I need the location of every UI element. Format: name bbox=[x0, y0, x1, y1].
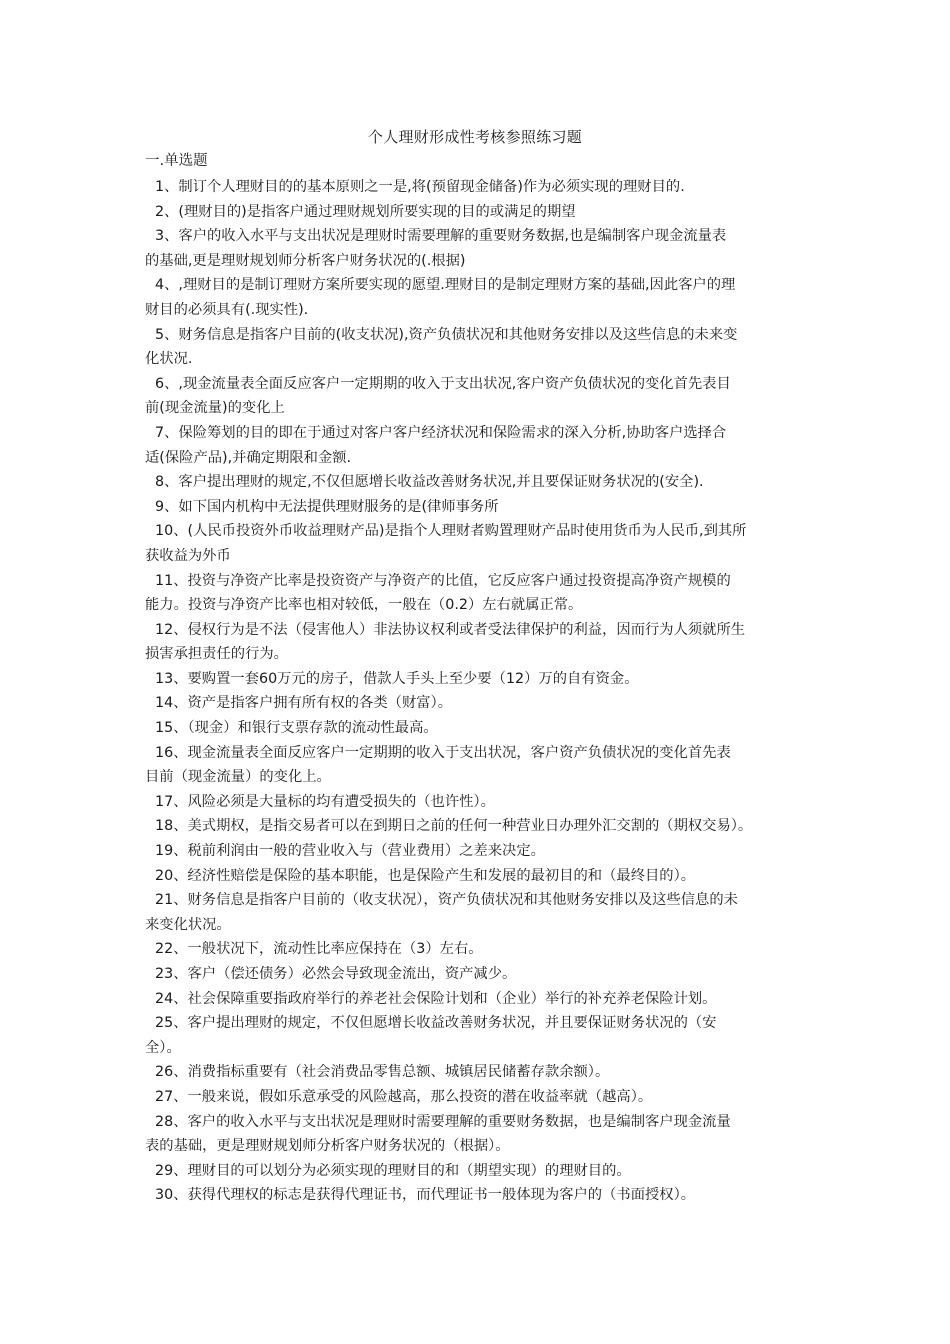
question-number: 14 bbox=[155, 695, 174, 712]
question-text: 、社会保障重要指政府举行的养老社会保险计划和（企业）举行的补充养老保险计划。 bbox=[173, 990, 717, 1007]
question-item bbox=[145, 224, 825, 273]
question-line bbox=[155, 277, 735, 293]
question-text: 、经济性赔偿是保险的基本职能，也是保险产生和发展的最初目的和（最终目的）。 bbox=[173, 867, 696, 884]
question-text-continued: 获收益为外币 bbox=[145, 547, 231, 564]
question-line bbox=[155, 499, 499, 515]
question-text: 、一般来说，假如乐意承受的风险越高，那么投资的潜在收益率就（越高）。 bbox=[173, 1088, 653, 1105]
question-text: 、,理财目的是制订理财方案所要实现的愿望.理财目的是制定理财方案的基础,因此客户的理 bbox=[164, 277, 736, 294]
question-number: 24 bbox=[155, 990, 174, 1007]
question-line bbox=[155, 1089, 652, 1105]
question-line bbox=[155, 818, 752, 834]
question-item bbox=[145, 495, 825, 520]
question-item bbox=[145, 569, 825, 618]
question-number: 11 bbox=[155, 572, 174, 589]
question-item bbox=[145, 273, 825, 322]
question-text: 、保险筹划的目的即在于通过对客户客户经济状况和保险需求的深入分析,协助客户选择合 bbox=[164, 424, 727, 441]
question-number: 22 bbox=[155, 941, 174, 958]
question-number: 23 bbox=[155, 966, 174, 982]
question-line bbox=[155, 1187, 695, 1203]
question-line bbox=[155, 1064, 609, 1080]
question-line bbox=[155, 966, 516, 982]
question-text: 、(人民币投资外币收益理财产品)是指个人理财者购置理财产品时使用货币为人民币,到其所 bbox=[173, 523, 747, 540]
question-line bbox=[155, 695, 452, 711]
question-item bbox=[145, 691, 825, 716]
question-item bbox=[145, 1060, 825, 1085]
question-text: 、资产是指客户拥有所有权的各类（财富）。 bbox=[173, 695, 452, 712]
question-number: 6 bbox=[155, 375, 165, 392]
question-line bbox=[155, 523, 746, 539]
question-item bbox=[145, 1159, 825, 1184]
question-text-continued: 前(现金流量)的变化上 bbox=[145, 400, 285, 417]
question-item bbox=[145, 421, 825, 470]
question-line bbox=[155, 941, 483, 957]
question-item bbox=[145, 814, 825, 839]
question-text: 、投资与净资产比率是投资资产与净资产的比值，它反应客户通过投资提高净资产规模的 bbox=[173, 572, 731, 589]
question-text: 、制订个人理财目的的基本原则之一是,将(预留现金储备)作为必须实现的理财目的. bbox=[164, 179, 685, 195]
question-line bbox=[155, 745, 731, 761]
question-line bbox=[155, 843, 545, 859]
question-number: 17 bbox=[155, 793, 174, 810]
question-line bbox=[155, 573, 731, 589]
question-item bbox=[145, 323, 825, 372]
question-line bbox=[155, 204, 576, 220]
question-number: 7 bbox=[155, 424, 165, 441]
question-text: 、获得代理权的标志是获得代理证书，而代理证书一般体现为客户的（书面授权）。 bbox=[173, 1187, 696, 1204]
question-text: 、财务信息是指客户目前的(收支状况),资产负债状况和其他财务安排以及这些信息的未来变 bbox=[164, 326, 738, 343]
question-line bbox=[155, 991, 716, 1007]
question-line bbox=[155, 1015, 716, 1031]
question-line bbox=[155, 179, 685, 195]
question-list bbox=[145, 175, 825, 1208]
question-line bbox=[155, 794, 495, 810]
question-number: 18 bbox=[155, 818, 174, 835]
question-number: 26 bbox=[155, 1064, 174, 1081]
section-heading: 一.单选题 bbox=[145, 153, 208, 169]
question-text-continued: 的基础,更是理财规划师分析客户财务状况的(.根据) bbox=[145, 252, 466, 269]
question-text: 、要购置一套60万元的房子，借款人手头上至少要（12）万的自有资金。 bbox=[173, 670, 639, 687]
question-line bbox=[155, 671, 639, 687]
question-text: 、美式期权，是指交易者可以在到期日之前的任何一种营业日办理外汇交割的（期权交易）。 bbox=[173, 818, 753, 835]
question-line bbox=[155, 327, 737, 343]
question-text: 、一般状况下，流动性比率应保持在（3）左右。 bbox=[173, 941, 483, 958]
question-line bbox=[155, 376, 731, 392]
question-number: 8 bbox=[155, 474, 165, 491]
question-text-continued: 来变化状况。 bbox=[145, 916, 231, 933]
question-item bbox=[145, 716, 825, 741]
question-text: 、消费指标重要有（社会消费品零售总额、城镇居民储蓄存款余额）。 bbox=[173, 1064, 610, 1081]
question-item bbox=[145, 200, 825, 225]
question-line bbox=[155, 1163, 631, 1179]
question-number: 28 bbox=[155, 1113, 174, 1130]
question-line bbox=[155, 868, 695, 884]
question-item bbox=[145, 618, 825, 667]
question-line bbox=[155, 622, 745, 638]
question-number: 3 bbox=[155, 228, 165, 245]
question-item bbox=[145, 987, 825, 1012]
page-title: 个人理财形成性考核参照练习题 bbox=[367, 128, 583, 146]
question-text-continued: 表的基础，更是理财规划师分析客户财务状况的（根据）。 bbox=[145, 1138, 510, 1155]
question-text: 、客户的收入水平与支出状况是理财时需要理解的重要财务数据,也是编制客户现金流量表 bbox=[164, 228, 727, 245]
question-text-continued: 目前（现金流量）的变化上。 bbox=[145, 769, 331, 786]
question-text: 、税前利润由一般的营业收入与（营业费用）之差来决定。 bbox=[173, 843, 545, 860]
question-text: 、客户的收入水平与支出状况是理财时需要理解的重要财务数据，也是编制客户现金流量 bbox=[173, 1113, 731, 1130]
question-line bbox=[155, 228, 726, 244]
question-text: 、,现金流量表全面反应客户一定期期的收入于支出状况,客户资产负债状况的变化首先表目 bbox=[164, 375, 731, 392]
question-item bbox=[145, 839, 825, 864]
question-item bbox=[145, 667, 825, 692]
question-number: 19 bbox=[155, 843, 174, 860]
question-item bbox=[145, 888, 825, 937]
question-text: 、如下国内机构中无法提供理财服务的是(律师事务所 bbox=[164, 498, 499, 515]
question-item bbox=[145, 470, 825, 495]
question-number: 27 bbox=[155, 1088, 174, 1105]
question-number: 4 bbox=[155, 277, 165, 294]
question-item bbox=[145, 962, 825, 987]
question-item bbox=[145, 1110, 825, 1159]
question-text: 、(理财目的)是指客户通过理财规划所要实现的目的或满足的期望 bbox=[164, 203, 576, 220]
question-text: 、客户提出理财的规定，不仅但愿增长收益改善财务状况，并且要保证财务状况的（安 bbox=[173, 1015, 717, 1032]
question-number: 9 bbox=[155, 498, 165, 515]
question-text: 、风险必须是大量标的均有遭受损失的（也许性）。 bbox=[173, 793, 495, 810]
question-number: 12 bbox=[155, 621, 174, 638]
question-item bbox=[145, 864, 825, 889]
question-text: 、（现金）和银行支票存款的流动性最高。 bbox=[173, 720, 438, 737]
question-item bbox=[145, 741, 825, 790]
question-number: 2 bbox=[155, 203, 165, 220]
question-number: 5 bbox=[155, 326, 165, 343]
question-number: 10 bbox=[155, 523, 174, 540]
question-line bbox=[155, 1114, 731, 1130]
question-number: 29 bbox=[155, 1162, 174, 1179]
question-text: 、客户提出理财的规定,不仅但愿增长收益改善财务状况,并且要保证财务状况的(安全). bbox=[164, 474, 704, 491]
question-item bbox=[145, 937, 825, 962]
question-number: 25 bbox=[155, 1015, 174, 1032]
question-text: 、理财目的可以划分为必须实现的理财目的和（期望实现）的理财目的。 bbox=[173, 1162, 631, 1179]
question-text-continued: 能力。投资与净资产比率也相对较低，一般在（0.2）左右就属正常。 bbox=[145, 597, 583, 614]
question-line bbox=[155, 720, 438, 736]
question-text: 、财务信息是指客户目前的（收支状况），资产负债状况和其他财务安排以及这些信息的未 bbox=[173, 892, 738, 909]
question-number: 1 bbox=[155, 179, 165, 195]
question-item bbox=[145, 1085, 825, 1110]
question-number: 16 bbox=[155, 744, 174, 761]
question-number: 20 bbox=[155, 867, 174, 884]
question-line bbox=[155, 892, 738, 908]
question-text-continued: 适(保险产品),并确定期限和金额. bbox=[145, 449, 352, 466]
question-item bbox=[145, 175, 825, 200]
question-line bbox=[155, 474, 704, 490]
question-text: 、侵权行为是不法（侵害他人）非法协议权利或者受法律保护的利益，因而行为人须就所生 bbox=[173, 621, 746, 638]
question-item bbox=[145, 790, 825, 815]
question-item bbox=[145, 1011, 825, 1060]
question-number: 30 bbox=[155, 1187, 174, 1204]
question-item bbox=[145, 519, 825, 568]
question-text-continued: 化状况. bbox=[145, 351, 193, 368]
question-text-continued: 损害承担责任的行为。 bbox=[145, 646, 288, 663]
question-text-continued: 全）。 bbox=[145, 1039, 181, 1056]
question-line bbox=[155, 425, 726, 441]
question-text-continued: 财目的必须具有(.现实性). bbox=[145, 301, 309, 318]
question-number: 15 bbox=[155, 720, 174, 737]
question-text: 、客户（偿还债务）必然会导致现金流出，资产减少。 bbox=[173, 966, 517, 982]
question-number: 21 bbox=[155, 892, 174, 909]
question-number: 13 bbox=[155, 670, 174, 687]
question-text: 、现金流量表全面反应客户一定期期的收入于支出状况，客户资产负债状况的变化首先表 bbox=[173, 744, 731, 761]
question-item bbox=[145, 372, 825, 421]
question-item bbox=[145, 1183, 825, 1208]
